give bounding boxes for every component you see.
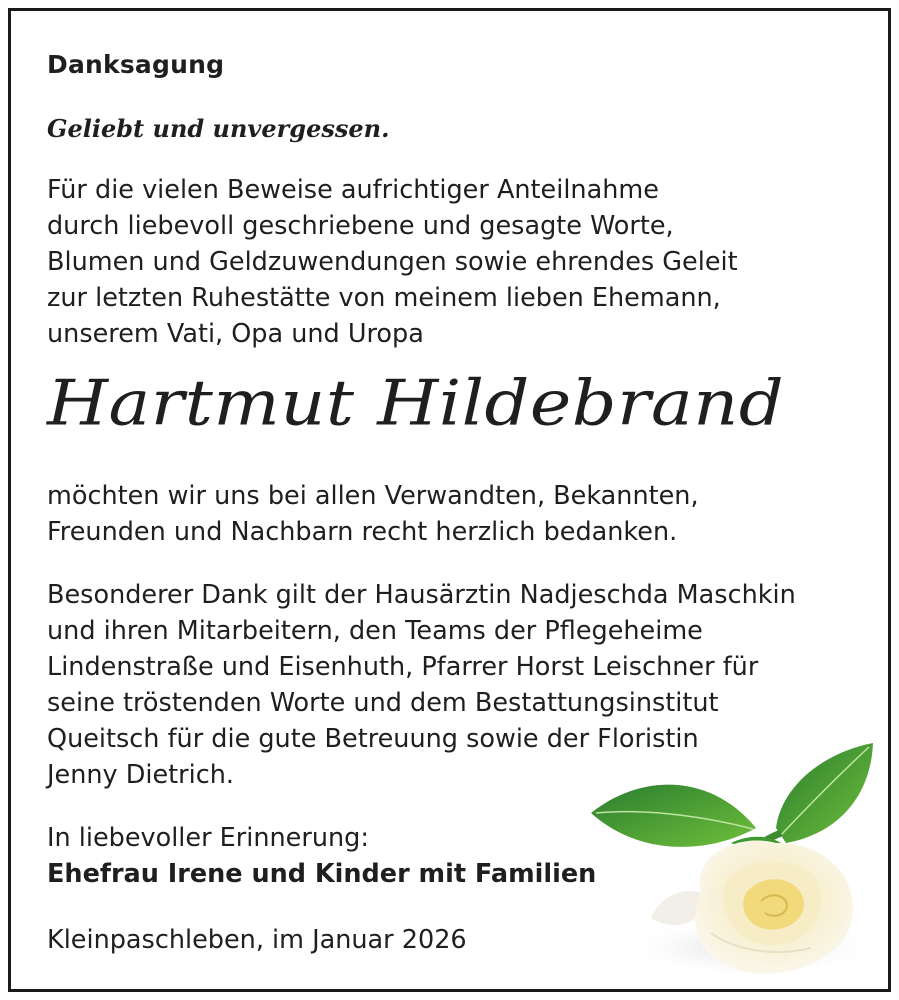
thanks-paragraph <box>47 478 699 550</box>
special-line: Besonderer Dank gilt der Hausärztin Nadjeschda Maschkin <box>47 580 796 610</box>
intro-line: Für die vielen Beweise aufrichtiger Anteilnahme <box>47 175 659 205</box>
intro-paragraph <box>47 172 738 352</box>
intro-line: durch liebevoll geschriebene und gesagte Worte, <box>47 211 674 241</box>
intro-line: unserem Vati, Opa und Uropa <box>47 319 424 349</box>
special-line: Lindenstraße und Eisenhuth, Pfarrer Horst Leischner für <box>47 652 759 682</box>
signatories: Ehefrau Irene und Kinder mit Familien <box>47 859 597 889</box>
special-line: Jenny Dietrich. <box>47 760 234 790</box>
intro-line: Blumen und Geldzuwendungen sowie ehrendes Geleit <box>47 247 738 277</box>
heading: Danksagung <box>47 50 225 79</box>
thanks-line: möchten wir uns bei allen Verwandten, Bekannten, <box>47 481 699 511</box>
memory-label: In liebevoller Erinnerung: <box>47 823 369 853</box>
special-line: und ihren Mitarbeitern, den Teams der Pflegeheime <box>47 616 703 646</box>
place-date: Kleinpaschleben, im Januar 2026 <box>47 925 467 955</box>
special-line: Queitsch für die gute Betreuung sowie der Floristin <box>47 724 699 754</box>
white-rose-image <box>581 733 881 983</box>
thanks-line: Freunden und Nachbarn recht herzlich bedanken. <box>47 517 678 547</box>
deceased-name: Hartmut Hildebrand <box>47 366 785 440</box>
intro-line: zur letzten Ruhestätte von meinem lieben Ehemann, <box>47 283 721 313</box>
signature-block <box>47 820 596 892</box>
obituary-frame <box>8 8 891 992</box>
special-line: seine tröstenden Worte und dem Bestattungsinstitut <box>47 688 719 718</box>
motto: Geliebt und unvergessen. <box>47 114 390 143</box>
